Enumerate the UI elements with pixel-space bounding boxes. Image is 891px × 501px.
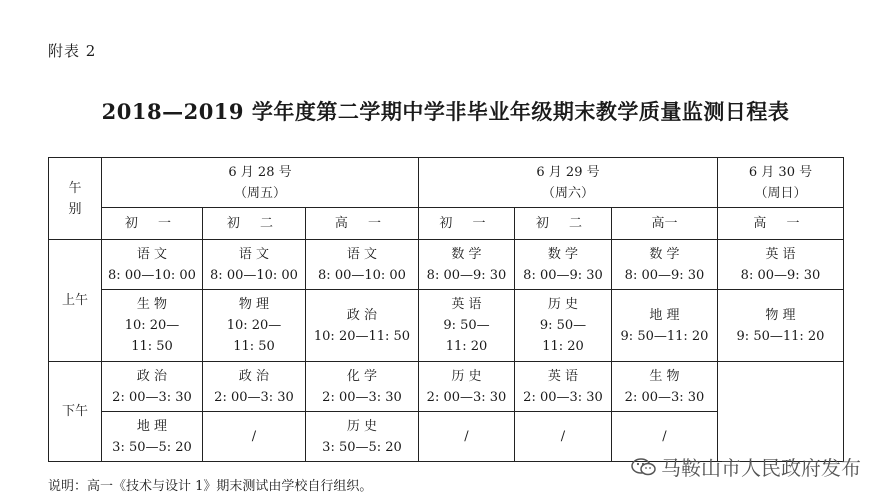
exam-time: 2: 00—3: 30 (322, 389, 402, 405)
day-header (718, 158, 844, 208)
exam-time: 9: 50—11: 20 (620, 328, 709, 344)
exam-time: 2: 00—3: 30 (624, 389, 705, 405)
exam-time: 8: 00—10: 00 (210, 267, 298, 283)
exam-time-end: 11: 50 (233, 339, 275, 354)
exam-cell (612, 290, 718, 362)
wechat-icon (631, 457, 657, 477)
exam-time: 10: 20— (124, 318, 180, 333)
exam-cell (515, 290, 612, 362)
grade-header: 初 一 (419, 208, 515, 240)
exam-subject: 地 理 (649, 307, 680, 323)
exam-subject: 英 语 (451, 297, 482, 312)
exam-time: 9: 50—11: 20 (736, 328, 825, 344)
table-row (49, 290, 844, 362)
exam-cell (306, 362, 419, 412)
header-grade-row (49, 208, 844, 240)
exam-cell (419, 290, 515, 362)
day-date: 6 月 28 号 (228, 164, 292, 180)
exam-cell (203, 290, 306, 362)
exam-time-end: 11: 50 (131, 339, 173, 354)
exam-subject: 物 理 (238, 297, 270, 312)
exam-time-end: 11: 20 (445, 339, 488, 354)
exam-cell (419, 240, 515, 290)
exam-cell (515, 240, 612, 290)
exam-subject: 政 治 (136, 368, 168, 384)
schedule-table (48, 157, 844, 462)
exam-time: 9: 50— (443, 318, 490, 333)
exam-subject: 生 物 (649, 368, 680, 384)
exam-cell (306, 290, 419, 362)
grade-header: 高一 (612, 208, 718, 240)
exam-time: 2: 00—3: 30 (214, 389, 294, 405)
exam-cell (612, 362, 718, 412)
exam-time-end: 11: 20 (542, 339, 584, 354)
exam-cell (102, 290, 203, 362)
day-weekday: （周五） (233, 185, 286, 201)
day-header (419, 158, 718, 208)
exam-subject: 生 物 (136, 297, 168, 312)
exam-subject: 政 治 (238, 368, 270, 384)
exam-time: 10: 20—11: 50 (313, 328, 411, 344)
exam-subject: 化 学 (346, 368, 378, 384)
exam-time: 3: 50—5: 20 (112, 439, 192, 455)
day-weekday: （周日） (754, 185, 807, 201)
exam-cell-empty (718, 362, 844, 462)
exam-cell: / (515, 412, 612, 462)
exam-subject: 语 文 (238, 246, 270, 262)
exam-subject: 历 史 (451, 368, 482, 384)
exam-cell (203, 362, 306, 412)
exam-subject: 地 理 (136, 418, 168, 434)
exam-time: 8: 00—9: 30 (426, 267, 507, 283)
exam-time: 2: 00—3: 30 (523, 389, 603, 405)
day-date: 6 月 29 号 (536, 164, 600, 180)
watermark (631, 452, 861, 481)
exam-subject: 政 治 (346, 307, 378, 323)
exam-cell (306, 412, 419, 462)
exam-cell (718, 290, 844, 362)
exam-time: 8: 00—10: 00 (318, 267, 406, 283)
grade-header: 高 一 (718, 208, 844, 240)
period-header-top: 午 (68, 180, 82, 196)
header-date-row (49, 158, 844, 208)
exam-time: 2: 00—3: 30 (426, 389, 507, 405)
exam-cell: / (419, 412, 515, 462)
exam-subject: 语 文 (346, 246, 378, 262)
table-row (49, 362, 844, 412)
day-weekday: （周六） (541, 185, 594, 201)
exam-time: 9: 50— (539, 318, 587, 333)
footnote: 说明：高一《技术与设计 1》期末测试由学校自行组织。 (48, 479, 373, 494)
exam-subject: 数 学 (451, 246, 482, 262)
exam-cell (102, 412, 203, 462)
exam-cell (306, 240, 419, 290)
exam-subject: 历 史 (547, 297, 579, 312)
exam-time: 8: 00—9: 30 (523, 267, 603, 283)
exam-subject: 物 理 (765, 307, 796, 323)
table-row (49, 240, 844, 290)
grade-header: 初 二 (203, 208, 306, 240)
exam-time: 8: 00—10: 00 (108, 267, 196, 283)
exam-subject: 语 文 (136, 246, 168, 262)
morning-label: 上午 (49, 240, 102, 362)
grade-header: 高 一 (306, 208, 419, 240)
exam-subject: 历 史 (346, 418, 378, 434)
exam-subject: 英 语 (547, 368, 579, 384)
exam-cell (718, 240, 844, 290)
exam-cell (102, 240, 203, 290)
exam-cell (515, 362, 612, 412)
afternoon-label: 下午 (49, 362, 102, 462)
exam-cell: / (612, 412, 718, 462)
exam-time: 8: 00—9: 30 (624, 267, 705, 283)
exam-subject: 数 学 (547, 246, 579, 262)
annex-label: 附表 2 (48, 42, 97, 60)
watermark-text: 马鞍山市人民政府发布 (661, 456, 861, 480)
exam-cell (612, 240, 718, 290)
grade-header: 初 一 (102, 208, 203, 240)
exam-cell: / (203, 412, 306, 462)
exam-subject: 数 学 (649, 246, 680, 262)
exam-cell (419, 362, 515, 412)
exam-time: 2: 00—3: 30 (112, 389, 192, 405)
exam-cell (102, 362, 203, 412)
exam-time: 3: 50—5: 20 (322, 439, 402, 455)
day-date: 6 月 30 号 (748, 164, 813, 180)
day-header (102, 158, 419, 208)
period-header-bottom: 别 (68, 201, 82, 217)
exam-time: 8: 00—9: 30 (740, 267, 821, 283)
exam-time: 10: 20— (226, 318, 282, 333)
grade-header: 初 二 (515, 208, 612, 240)
exam-cell (203, 240, 306, 290)
period-header-cell (49, 158, 102, 240)
exam-subject: 英 语 (765, 246, 796, 262)
page-title: 2018—2019 学年度第二学期中学非毕业年级期末教学质量监测日程表 (101, 99, 790, 124)
